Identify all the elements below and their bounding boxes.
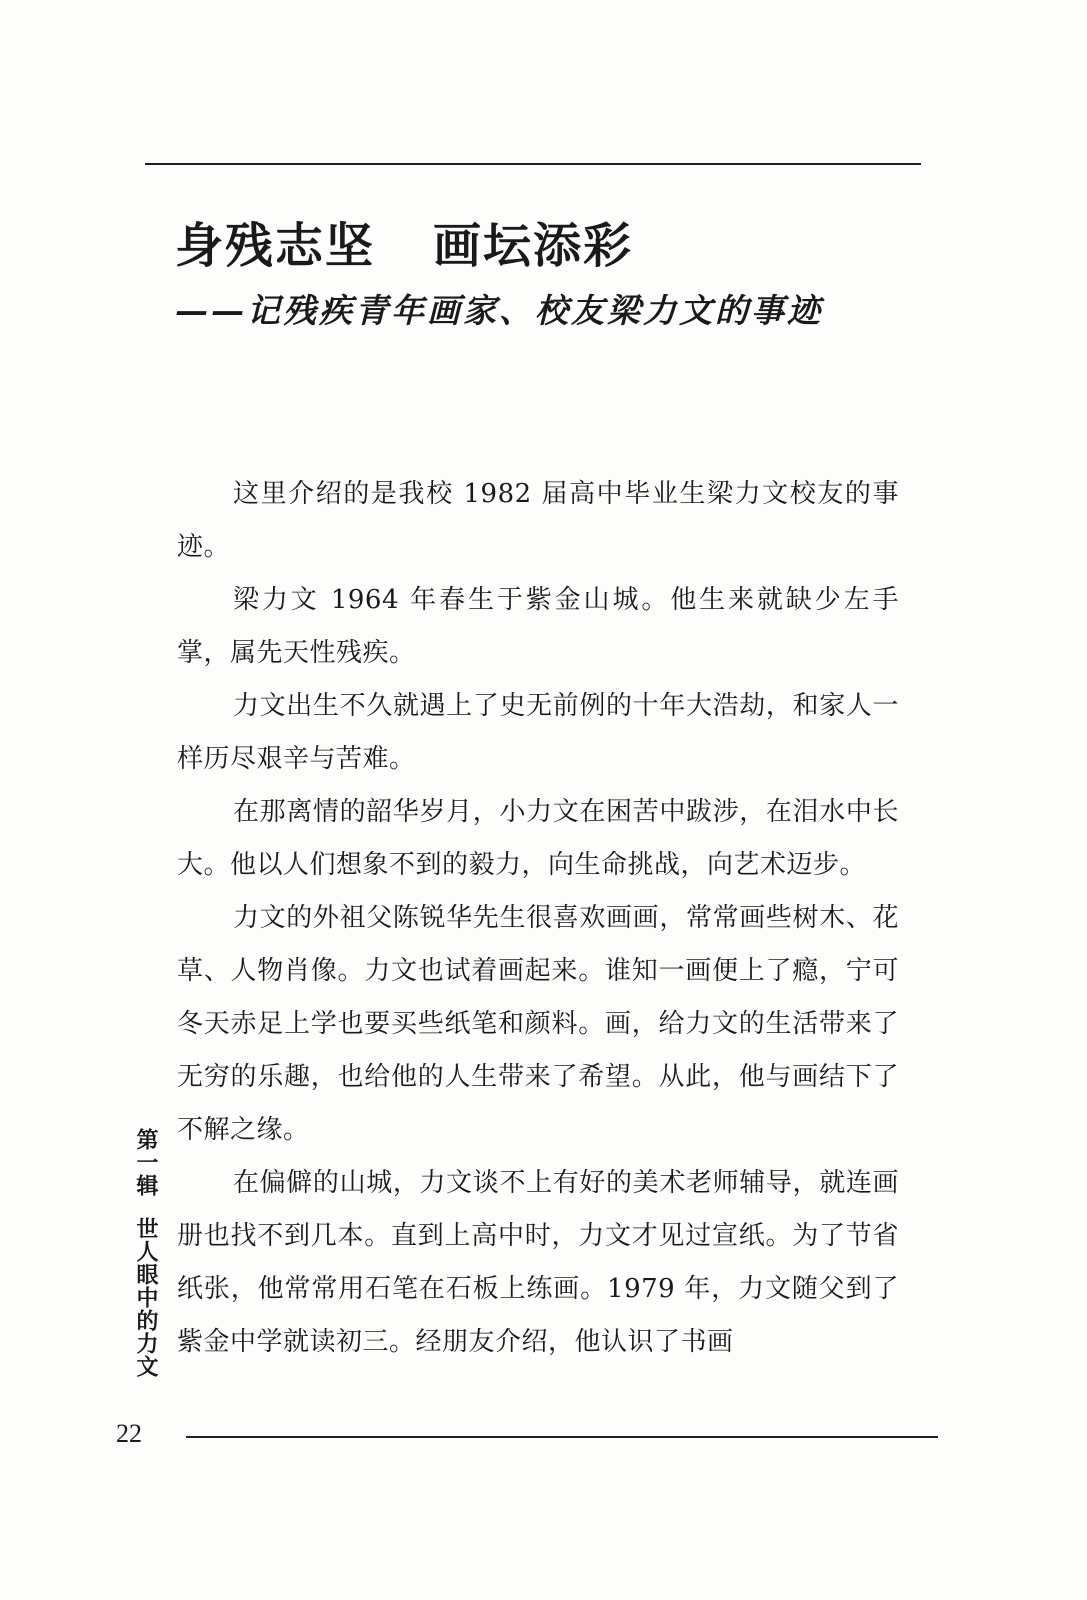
paragraph-4: 在那离情的韶华岁月，小力文在困苦中跋涉，在泪水中长大。他以人们想象不到的毅力，向生命挑战，向艺术迈步。 <box>177 797 899 880</box>
title-part-2: 画坛添彩 <box>433 218 634 274</box>
article-body <box>177 468 899 1418</box>
paragraph-6: 在偏僻的山城，力文谈不上有好的美术老师辅导，就连画册也找不到几本。直到上高中时，力文才见过宣纸。为了节省纸张，他常常用石笔在石板上练画。1979 年，力文随父到了紫金中学就读初三。经朋友介绍，他认识了书画 <box>177 1168 899 1357</box>
title-part-1: 身残志坚 <box>175 218 376 274</box>
part-label: 第一辑 <box>133 1128 158 1197</box>
article-subtitle: ——记残疾青年画家、校友梁力文的事迹 <box>175 291 823 330</box>
bottom-rule <box>186 1436 938 1438</box>
paragraph-5: 力文的外祖父陈锐华先生很喜欢画画，常常画些树木、花草、人物肖像。力文也试着画起来。谁知一画便上了瘾，宁可冬天赤足上学也要买些纸笔和颜料。画，给力文的生活带来了无穷的乐趣，也给他的人生带来了希望。从此，他与画结下了不解之缘。 <box>177 903 899 1145</box>
running-section-label <box>130 1128 160 1378</box>
section-label: 世人眼中的力文 <box>133 1217 158 1378</box>
paragraph-1: 这里介绍的是我校 1982 届高中毕业生梁力文校友的事迹。 <box>177 479 899 562</box>
article-title <box>175 214 633 278</box>
paragraph-2: 梁力文 1964 年春生于紫金山城。他生来就缺少左手掌，属先天性残疾。 <box>177 585 899 668</box>
page-number: 22 <box>116 1419 142 1448</box>
paragraph-3: 力文出生不久就遇上了史无前例的十年大浩劫，和家人一样历尽艰辛与苦难。 <box>177 691 899 774</box>
top-rule <box>145 163 921 165</box>
